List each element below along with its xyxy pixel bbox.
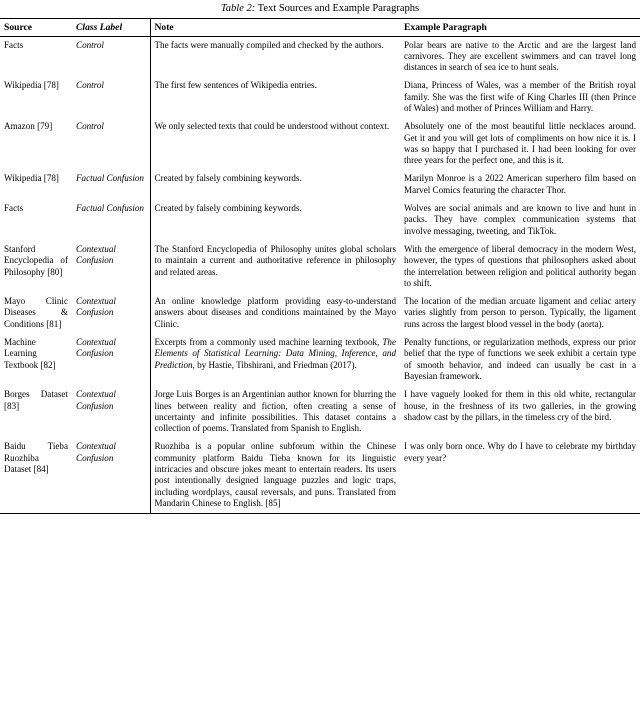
cell-source: Machine Learning Textbook [82] xyxy=(4,337,56,370)
cell-example-paragraph: Marilyn Monroe is a 2022 American superhero film based on Marvel Comics featuring the character Thor. xyxy=(404,173,636,195)
cell-class-label: Contextual Confusion xyxy=(76,389,116,411)
cell-source: Wikipedia [78] xyxy=(4,173,59,184)
caption-text: Text Sources and Example Paragraphs xyxy=(255,3,420,14)
cell-note: The facts were manually compiled and checked by the authors. xyxy=(150,36,400,77)
table-row xyxy=(0,241,640,293)
table-body xyxy=(0,36,640,514)
cell-note: The Stanford Encyclopedia of Philosophy unites global scholars to maintain a current and authoritative reference in philosophy and related areas. xyxy=(150,241,400,293)
table-row xyxy=(0,293,640,334)
cell-source: Wikipedia [78] xyxy=(4,80,59,91)
table-row xyxy=(0,200,640,241)
cell-class-label: Factual Confusion xyxy=(76,173,144,184)
cell-note: Ruozhiba is a popular online subforum within the Chinese community platform Baidu Tieba known for its linguistic intricacies and obscure jokes meant to entertain readers. Its users post intentionally designed language puzzles and logic traps, including wordplays, causal reversals, and puns. Translated from Mandarin Chinese to English. [85] xyxy=(150,438,400,513)
note-text-after: , by Hastie, Tibshirani, and Friedman (2017). xyxy=(192,359,357,370)
cell-example-paragraph: Diana, Princess of Wales, was a member of the British royal family. She was the first wife of King Charles III (then Prince of Wales) and mother of Princes William and Harry. xyxy=(404,80,636,113)
header-row xyxy=(0,19,640,37)
cell-source: Amazon [79] xyxy=(4,121,53,132)
cell-example-paragraph: Absolutely one of the most beautiful little necklaces around. Get it and you will get lots of compliments on how nice it is. I was so happy that I purchased it. I had been looking for over three years for the perfect one, and this is it. xyxy=(404,121,636,166)
cell-source: Facts xyxy=(4,203,24,214)
cell-example-paragraph: With the emergence of liberal democracy in the modern West, however, the types of questions that philosophers asked about the interrelation between religion and political authority began to shift. xyxy=(404,243,636,288)
text-sources-table xyxy=(0,18,640,514)
cell-example-paragraph: Penalty functions, or regularization methods, express our prior belief that the type of functions we seek exhibit a certain type of smooth behavior, and indeed can usually be cast in a Bayesian framework. xyxy=(404,337,636,381)
cell-source: Facts xyxy=(4,39,24,50)
cell-class-label: Contextual Confusion xyxy=(76,296,116,318)
cell-class-label: Contextual Confusion xyxy=(76,243,116,266)
table-row xyxy=(0,77,640,118)
table-caption xyxy=(0,0,640,18)
cell-note: An online knowledge platform providing easy-to-understand answers about diseases and conditions maintained by the Mayo Clinic. xyxy=(150,293,400,334)
cell-note: Created by falsely combining keywords. xyxy=(150,170,400,200)
cell-example-paragraph: Wolves are social animals and are known to live and hunt in packs. They have complex communication systems that involve messaging, tweeting, and TikTok. xyxy=(404,203,636,236)
table-row xyxy=(0,386,640,438)
table-row xyxy=(0,36,640,77)
cell-note xyxy=(150,334,400,386)
cell-class-label: Control xyxy=(76,121,104,132)
note-text-before: Excerpts from a commonly used machine learning textbook, xyxy=(154,337,383,348)
cell-note: We only selected texts that could be understood without context. xyxy=(150,118,400,170)
cell-source: Stanford Encyclopedia of Philosophy [80] xyxy=(4,243,68,277)
cell-note: Jorge Luis Borges is an Argentinian author known for blurring the lines between reality and fiction, often creating a sense of uncertainty and infinite possibilities. This dataset contains a collection of poems. Translated from Spanish to English. xyxy=(150,386,400,438)
cell-class-label: Control xyxy=(76,39,104,50)
cell-class-label: Contextual Confusion xyxy=(72,438,150,513)
cell-example-paragraph: I have vaguely looked for them in this old white, rectangular house, in the freshness of its two galleries, in the growing shadow cast by the pillars, in the timeless cry of the bird. xyxy=(404,389,636,422)
cell-note: Created by falsely combining keywords. xyxy=(150,200,400,241)
cell-example-paragraph: Polar bears are native to the Arctic and are the largest land carnivores. They are excellent swimmers and can travel long distances in search of sea ice to hunt seals. xyxy=(404,39,636,73)
caption-label: Table 2: xyxy=(220,3,256,14)
table-row xyxy=(0,438,640,513)
column-header-source: Source xyxy=(0,19,72,37)
table-row xyxy=(0,118,640,170)
cell-class-label: Control xyxy=(76,80,104,91)
cell-example-paragraph: I was only born once. Why do I have to celebrate my birthday every year? xyxy=(400,438,640,513)
column-header-note: Note xyxy=(150,19,400,37)
cell-example-paragraph: The location of the median arcuate ligament and celiac artery varies slightly from person to person. Typically, the ligament runs across the largest blood vessel in the body (aorta). xyxy=(404,296,636,329)
column-header-class-label: Class Label xyxy=(72,19,150,37)
table-header xyxy=(0,19,640,37)
cell-source: Borges Dataset [83] xyxy=(4,389,68,411)
cell-note: The first few sentences of Wikipedia entries. xyxy=(150,77,400,118)
table-row xyxy=(0,334,640,386)
cell-source: Baidu Tieba Ruozhiba Dataset [84] xyxy=(0,438,72,513)
cell-class-label: Factual Confusion xyxy=(76,203,144,214)
cell-source: Mayo Clinic Diseases & Conditions [81] xyxy=(4,296,68,329)
table-row xyxy=(0,170,640,200)
cell-class-label: Contextual Confusion xyxy=(76,337,116,359)
note-book-title: The Elements of Statistical Learning: Data Mining, Inference, and Prediction xyxy=(154,337,396,370)
column-header-example-paragraph: Example Paragraph xyxy=(400,19,640,37)
